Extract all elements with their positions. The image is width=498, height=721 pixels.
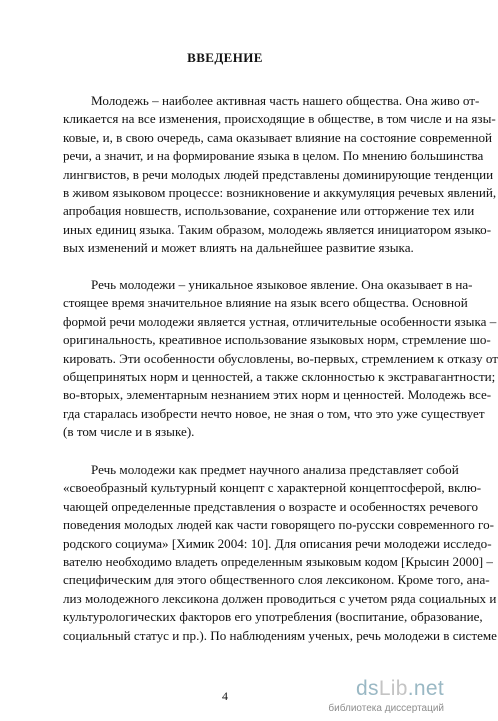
paragraph-line: апробация новшеств, использование, сохранение или отторжение тех или — [63, 203, 475, 219]
paragraph-line: во-вторых, элементарным незнанием этих норм и ценностей. Молодежь все- — [63, 387, 492, 403]
paragraph-line: оригинальность, креативное использование языковых норм, стремление шо- — [63, 332, 491, 348]
paragraph-line: ковые, и, в свою очередь, сама оказывает влияние на состояние современной — [63, 129, 493, 145]
paragraph-line: родского социума» [Химик 2004: 10]. Для описания речи молодежи исследо- — [63, 535, 492, 551]
chapter-title: ВВЕДЕНИЕ — [187, 50, 263, 65]
paragraph-line: стоящее время значительное влияние на язык всего общества. Основной — [63, 295, 468, 311]
paragraph-line: специфическим для этого общественного слоя лексиконом. Кроме того, ана- — [63, 572, 490, 588]
paragraph-2 — [63, 276, 498, 442]
paragraph-line: речи, а значит, и на формирование языка в целом. По мнению большинства — [63, 148, 484, 164]
paragraph-line: культурологических факторов его употребления (воспитание, образование, — [63, 609, 483, 625]
paragraph-line: поведения молодых людей как части говорящего по-русски современного го- — [63, 517, 494, 533]
paragraph-line: иных единиц языка. Таким образом, молодежь является инициатором языко- — [63, 221, 492, 237]
paragraph-line: Речь молодежи как предмет научного анализа представляет собой — [91, 462, 459, 477]
paragraph-line: «своеобразный культурный концепт с характерной концептосферой, вклю- — [63, 480, 482, 496]
paragraph-line: в живом языковом процессе: возникновение и аккумуляция речевых явлений, — [63, 185, 497, 201]
paragraph-line: социальный статус и пр.). По наблюдениям ученых, речь молодежи в системе — [63, 627, 497, 643]
watermark-logo-ds: ds — [356, 677, 379, 700]
watermark-logo-lib: Lib — [378, 677, 408, 700]
paragraph-line: кликается на все изменения, происходящие в обществе, в том числе и на язы- — [63, 111, 496, 127]
watermark-logo — [356, 677, 444, 701]
paragraph-line: Речь молодежи – уникальное языковое явление. Она оказывает в на- — [91, 277, 473, 292]
paragraph-line: чающей определенные представления о возрасте и особенностях речевого — [63, 498, 479, 514]
paragraph-line: (в том числе и в языке). — [63, 424, 195, 440]
watermark-subtitle: библиотека диссертаций — [328, 703, 444, 714]
paragraph-line: лиз молодежного лексикона должен проводиться с учетом ряда социальных и — [63, 590, 497, 606]
watermark — [328, 675, 450, 721]
paragraph-3 — [63, 461, 497, 645]
paragraph-line: формой речи молодежи является устная, отличительные особенности языка – — [63, 313, 497, 329]
paragraph-line: лингвистов, в речи молодых людей представлены доминирующие тенденции — [63, 166, 494, 182]
paragraph-line: Молодежь – наиболее активная часть нашего общества. Она живо от- — [91, 93, 480, 108]
paragraph-line: гда старалась изобрести нечто новое, не зная о том, что это уже существует — [63, 405, 485, 421]
paragraph-line: вых изменений и может влиять на дальнейшее развитие языка. — [63, 240, 414, 256]
page-number: 4 — [222, 689, 228, 703]
paragraph-1 — [63, 92, 497, 258]
paragraph-line: вателю необходимо владеть определенным языковым кодом [Крысин 2000] – — [63, 554, 493, 570]
paragraph-line: кировать. Эти особенности обусловлены, во-первых, стремлением к отказу от — [63, 350, 498, 366]
paragraph-line: общепринятых норм и ценностей, а также склонностью к экстравагантности; — [63, 369, 496, 385]
watermark-logo-net: .net — [407, 677, 444, 700]
